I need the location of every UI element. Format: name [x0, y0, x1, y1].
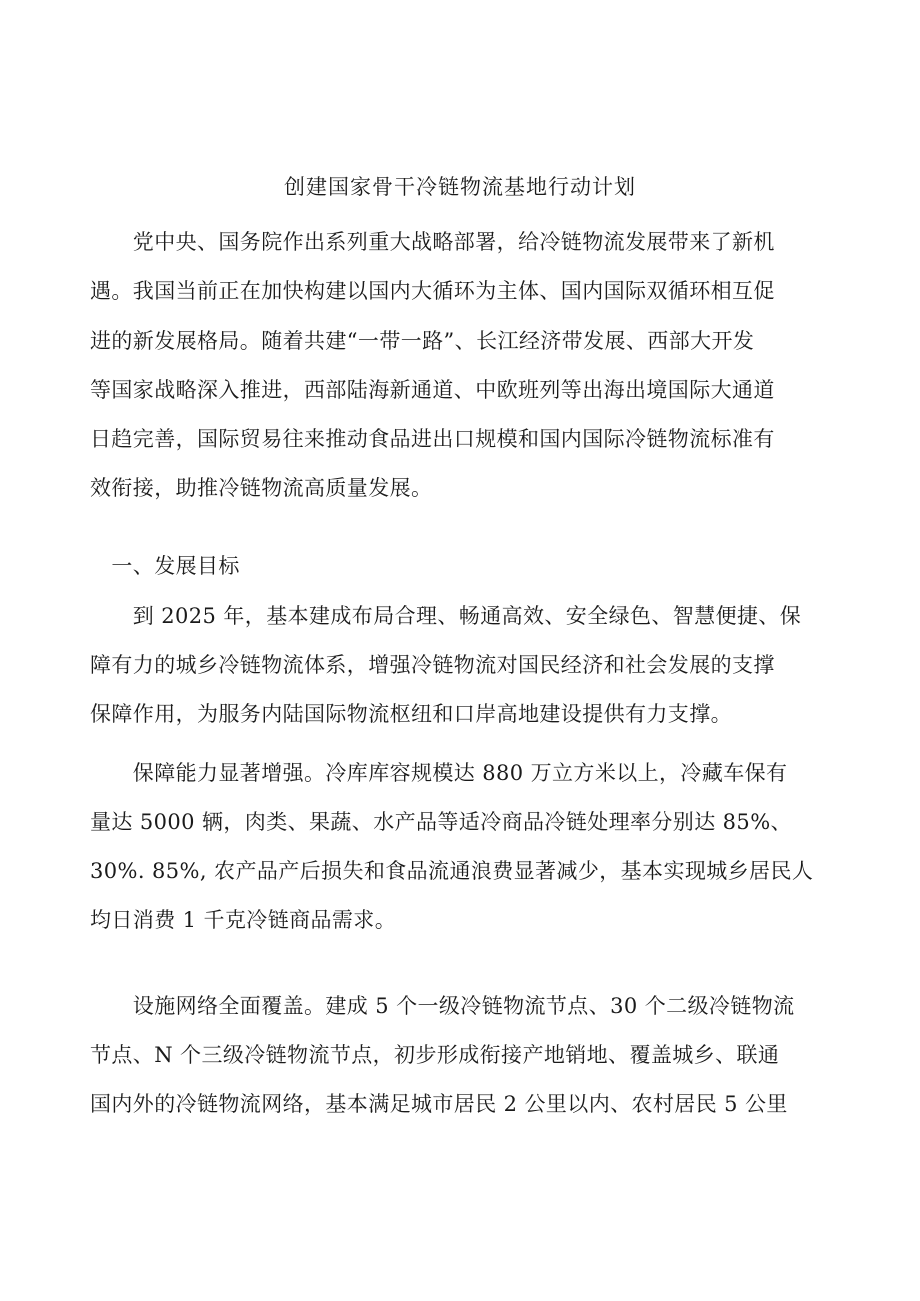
network-line-1: 设施网络全面覆盖。建成 5 个一级冷链物流节点、30 个二级冷链物流 — [90, 994, 795, 1018]
intro-line-3: 进的新发展格局。随着共建“一带一路”、长江经济带发展、西部大开发 — [90, 329, 755, 353]
network-line-2: 节点、N 个三级冷链物流节点，初步形成衔接产地销地、覆盖城乡、联通 — [90, 1043, 780, 1067]
goal-line-3: 保障作用，为服务内陆国际物流枢纽和口岸高地建设提供有力支撑。 — [90, 702, 732, 726]
capacity-line-4: 均日消费 1 千克冷链商品需求。 — [90, 908, 397, 932]
goal-line-2: 障有力的城乡冷链物流体系，增强冷链物流对国民经济和社会发展的支撑 — [90, 653, 775, 677]
capacity-line-3: 30%. 85%, 农产品产后损失和食品流通浪费显著减少，基本实现城乡居民人 — [90, 859, 814, 883]
intro-line-2: 遇。我国当前正在加快构建以国内大循环为主体、国内国际双循环相互促 — [90, 279, 775, 303]
network-line-3: 国内外的冷链物流网络，基本满足城市居民 2 公里以内、农村居民 5 公里 — [90, 1092, 788, 1116]
document-title: 创建国家骨干冷链物流基地行动计划 — [284, 175, 636, 199]
goal-line-1: 到 2025 年，基本建成布局合理、畅通高效、安全绿色、智慧便捷、保 — [90, 604, 802, 628]
capacity-line-2: 量达 5000 辆，肉类、果蔬、水产品等适冷商品冷链处理率分别达 85%、 — [90, 810, 792, 834]
section-heading-goals: 一、发展目标 — [90, 554, 240, 578]
intro-line-6: 效衔接，助推冷链物流高质量发展。 — [90, 476, 433, 500]
intro-line-1: 党中央、国务院作出系列重大战略部署，给冷链物流发展带来了新机 — [90, 230, 775, 254]
capacity-line-1: 保障能力显著增强。冷库库容规模达 880 万立方米以上，冷藏车保有 — [90, 761, 788, 785]
intro-line-5: 日趋完善，国际贸易往来推动食品进出口规模和国内国际冷链物流标准有 — [90, 427, 775, 451]
intro-line-4: 等国家战略深入推进，西部陆海新通道、中欧班列等出海出境国际大通道 — [90, 378, 775, 402]
